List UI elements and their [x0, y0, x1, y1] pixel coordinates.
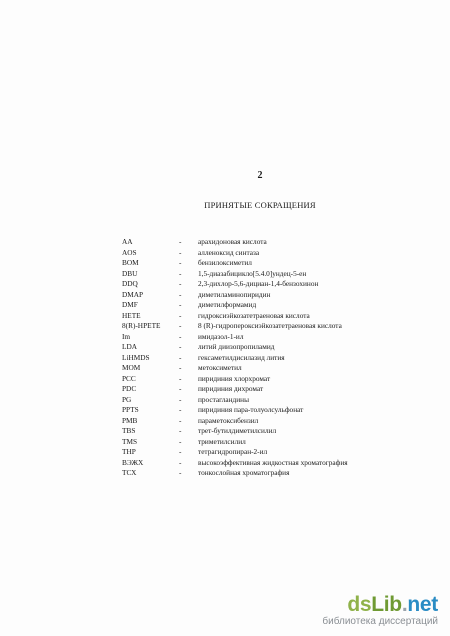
- abbreviation-row: [122, 300, 422, 311]
- abbreviation-definition: пиридиния хлорхромат: [198, 373, 271, 383]
- abbreviation-definition: диметилформамид: [198, 300, 257, 309]
- abbreviation-definition: простагландины: [198, 394, 249, 404]
- abbreviation-term: TBS: [122, 426, 136, 435]
- abbreviation-row: [122, 395, 422, 406]
- abbreviation-term: PG: [122, 394, 132, 404]
- abbreviation-dash: -: [179, 436, 182, 446]
- abbreviation-definition: трет-бутилдиметилсилил: [198, 426, 277, 435]
- abbreviation-term: LDA: [122, 342, 137, 351]
- abbreviation-definition: гидроксиэйкозатетраеновая кислота: [198, 310, 310, 320]
- abbreviation-dash: -: [179, 394, 182, 404]
- abbreviation-row: [122, 332, 422, 343]
- dslib-watermark: [322, 594, 438, 628]
- page-heading: ПРИНЯТЫЕ СОКРАЩЕНИЯ: [204, 200, 316, 210]
- abbreviation-definition: 8 (R)-гидропероксиэйкозатетраеновая кислота: [198, 321, 342, 330]
- abbreviation-row: [122, 416, 422, 427]
- abbreviation-definition: бензилоксиметил: [198, 258, 252, 267]
- abbreviation-dash: -: [179, 279, 182, 288]
- abbreviation-dash: -: [179, 258, 182, 267]
- abbreviation-dash: -: [179, 405, 182, 414]
- abbreviation-row: [122, 437, 422, 448]
- abbreviation-definition: пиридиния дихромат: [198, 384, 264, 393]
- abbreviation-term: AOS: [122, 247, 137, 257]
- abbreviation-row: [122, 384, 422, 395]
- abbreviation-row: [122, 248, 422, 259]
- abbreviation-dash: -: [179, 468, 182, 477]
- abbreviation-row: [122, 321, 422, 332]
- abbreviation-row: [122, 468, 422, 479]
- abbreviation-definition: метоксиметил: [198, 363, 242, 372]
- abbreviation-dash: -: [179, 237, 182, 246]
- abbreviation-row: [122, 269, 422, 280]
- abbreviation-term: ТСХ: [122, 468, 137, 477]
- abbreviation-definition: тонкослойная хроматография: [198, 468, 290, 477]
- abbreviation-row: [122, 279, 422, 290]
- abbreviation-term: PPTS: [122, 405, 139, 414]
- abbreviation-definition: 1,5-диазабицикло[5.4.0]ундец-5-ен: [198, 268, 307, 278]
- abbreviation-definition: литий диизопропиламид: [198, 342, 275, 351]
- logo-dot: .: [401, 593, 408, 616]
- abbreviation-row: [122, 426, 422, 437]
- abbreviation-row: [122, 258, 422, 269]
- abbreviation-term: Im: [122, 331, 131, 341]
- abbreviation-row: [122, 290, 422, 301]
- abbreviation-term: DBU: [122, 268, 138, 278]
- abbreviation-definition: тетрагидропиран-2-ил: [198, 447, 268, 456]
- abbreviation-term: DMF: [122, 300, 138, 309]
- abbreviation-definition: параметоксибензил: [198, 415, 259, 425]
- abbreviation-row: [122, 458, 422, 469]
- abbreviation-row: [122, 374, 422, 385]
- abbreviation-row: [122, 342, 422, 353]
- abbreviation-dash: -: [179, 300, 182, 309]
- abbreviation-row: [122, 237, 422, 248]
- abbreviation-dash: -: [179, 321, 182, 330]
- abbreviation-definition: триметилсилил: [198, 436, 246, 446]
- abbreviation-term: PDC: [122, 384, 137, 393]
- abbreviation-dash: -: [179, 342, 182, 351]
- page-number: 2: [257, 170, 263, 181]
- abbreviation-definition: алленоксид синтаза: [198, 247, 260, 257]
- abbreviation-term: PMB: [122, 415, 138, 425]
- abbreviation-term: DMAP: [122, 289, 144, 299]
- abbreviation-dash: -: [179, 363, 182, 372]
- abbreviation-term: PCC: [122, 373, 136, 383]
- abbreviation-row: [122, 363, 422, 374]
- logo-part-net: net: [407, 593, 438, 616]
- abbreviation-term: ВЭЖХ: [122, 457, 144, 467]
- abbreviation-dash: -: [179, 310, 182, 320]
- logo-part-ds: ds: [347, 593, 372, 616]
- abbreviation-definition: арахидоновая кислота: [198, 237, 267, 246]
- abbreviation-definition: 2,3-дихлор-5,6-дициан-1,4-бензохинон: [198, 279, 319, 288]
- abbreviation-row: [122, 353, 422, 364]
- abbreviation-dash: -: [179, 447, 182, 456]
- abbreviation-dash: -: [179, 289, 182, 299]
- abbreviation-dash: -: [179, 384, 182, 393]
- abbreviation-term: DDQ: [122, 279, 138, 288]
- abbreviation-dash: -: [179, 268, 182, 278]
- abbreviation-term: TMS: [122, 436, 138, 446]
- abbreviation-dash: -: [179, 331, 182, 341]
- dslib-logo: [322, 594, 438, 616]
- abbreviation-term: HETE: [122, 310, 141, 320]
- logo-part-lib: Lib: [371, 593, 402, 616]
- abbreviation-row: [122, 311, 422, 322]
- abbreviation-definition: диметиламинопиридин: [198, 289, 271, 299]
- abbreviation-term: 8(R)-HPETE: [122, 321, 161, 330]
- abbreviation-term: MOM: [122, 363, 141, 372]
- abbreviation-dash: -: [179, 352, 182, 362]
- abbreviation-dash: -: [179, 426, 182, 435]
- abbreviation-definition: пиридиния пара-толуолсульфонат: [198, 405, 304, 414]
- abbreviation-row: [122, 405, 422, 416]
- abbreviation-definition: имидазол-1-ил: [198, 331, 244, 341]
- abbreviation-definition: гексаметилдисилазид лития: [198, 352, 285, 362]
- abbreviation-list: [122, 237, 422, 479]
- abbreviation-dash: -: [179, 373, 182, 383]
- abbreviation-row: [122, 447, 422, 458]
- abbreviation-dash: -: [179, 247, 182, 257]
- abbreviation-dash: -: [179, 457, 182, 467]
- abbreviation-term: BOM: [122, 258, 139, 267]
- abbreviation-term: AA: [122, 237, 133, 246]
- abbreviation-term: THP: [122, 447, 136, 456]
- watermark-tagline: библиотека диссертаций: [322, 616, 438, 627]
- abbreviation-term: LiHMDS: [122, 352, 150, 362]
- abbreviation-dash: -: [179, 415, 182, 425]
- abbreviation-definition: высокоэффективная жидкостная хроматография: [198, 457, 348, 467]
